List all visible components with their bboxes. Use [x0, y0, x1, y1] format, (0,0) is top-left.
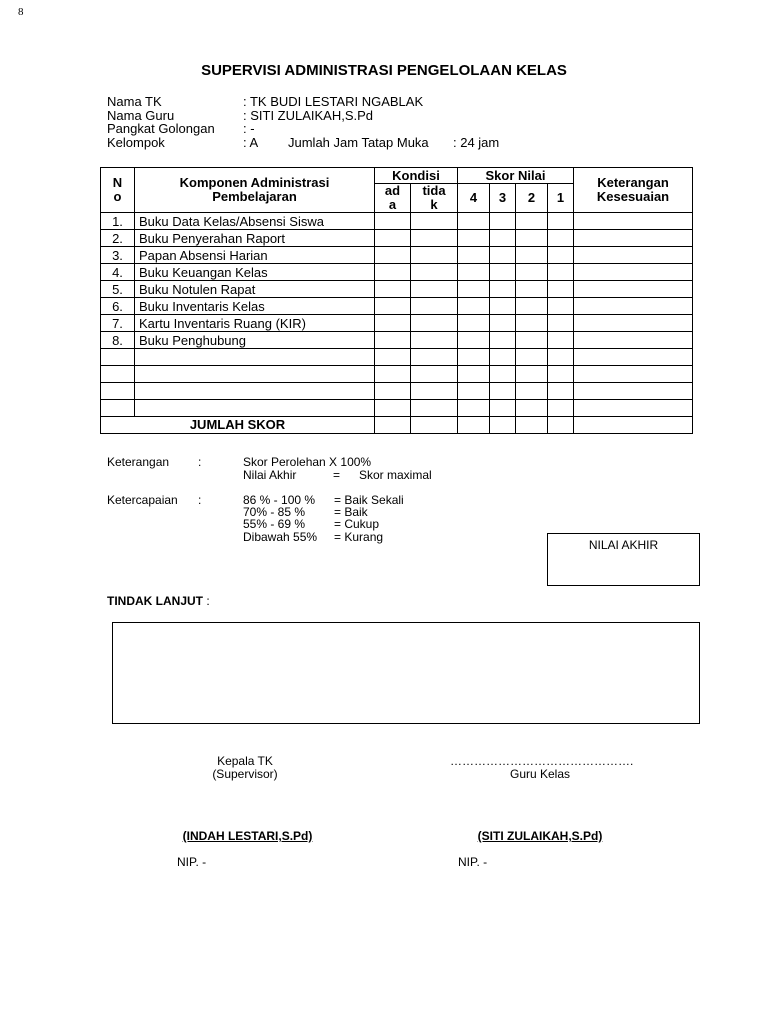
page-number: 8 — [18, 6, 24, 18]
row-komponen: Buku Keuangan Kelas — [135, 264, 375, 281]
supervision-table — [100, 167, 693, 434]
row-komponen: Buku Notulen Rapat — [135, 281, 375, 298]
tindak-lanjut-label: TINDAK LANJUT — [107, 594, 203, 608]
row-komponen: Kartu Inventaris Ruang (KIR) — [135, 315, 375, 332]
table-row-empty — [101, 383, 693, 400]
header-skor-4: 4 — [458, 184, 490, 213]
row-no: 1. — [101, 213, 135, 230]
header-keterangan: Keterangan Kesesuaian — [574, 168, 693, 213]
range-cukup: 55% - 69 % — [243, 517, 306, 531]
row-komponen: Buku Data Kelas/Absensi Siswa — [135, 213, 375, 230]
row-no: 3. — [101, 247, 135, 264]
info-row-pangkat — [107, 122, 255, 136]
row-no: 5. — [101, 281, 135, 298]
total-row — [101, 417, 693, 434]
nilai-akhir-label: NILAI AKHIR — [588, 538, 659, 552]
table-row — [101, 281, 693, 298]
tindak-lanjut-heading — [107, 594, 210, 608]
keterangan-colon: : — [198, 455, 202, 469]
table-row — [101, 230, 693, 247]
ketercapaian-colon: : — [198, 493, 202, 507]
keterangan-label: Keterangan — [107, 455, 170, 469]
table-row-empty — [101, 400, 693, 417]
table-row — [101, 298, 693, 315]
nama-tk-label: Nama TK — [107, 94, 162, 109]
jumlah-skor-label: JUMLAH SKOR — [101, 417, 375, 434]
header-skor-1: 1 — [548, 184, 574, 213]
table-header-row-1 — [101, 168, 693, 184]
row-komponen: Buku Penghubung — [135, 332, 375, 349]
kelompok-value: : A — [243, 135, 259, 150]
nama-guru-label: Nama Guru — [107, 108, 175, 123]
tindak-lanjut-box[interactable] — [112, 622, 700, 724]
row-komponen: Papan Absensi Harian — [135, 247, 375, 264]
table-row-empty — [101, 366, 693, 383]
row-no: 2. — [101, 230, 135, 247]
page-title: SUPERVISI ADMINISTRASI PENGELOLAAN KELAS — [201, 62, 567, 79]
row-no: 7. — [101, 315, 135, 332]
nilai-akhir-box — [547, 533, 700, 586]
ketercapaian-label: Ketercapaian — [107, 493, 178, 507]
header-skor-3: 3 — [490, 184, 516, 213]
row-no: 6. — [101, 298, 135, 315]
kepala-tk-title: Kepala TK — [217, 754, 273, 768]
info-row-nama-tk — [107, 95, 423, 109]
pangkat-label: Pangkat Golongan — [107, 121, 215, 136]
grade-cukup: = Cukup — [334, 517, 380, 531]
teacher-name: (SITI ZULAIKAH,S.Pd) — [477, 829, 603, 843]
range-kurang: Dibawah 55% — [243, 530, 318, 544]
table-row-empty — [101, 349, 693, 366]
supervisor-name: (INDAH LESTARI,S.Pd) — [182, 829, 313, 843]
pangkat-value: : - — [243, 121, 255, 136]
formula-nilai-akhir: Nilai Akhir — [243, 468, 297, 482]
header-komponen: Komponen Administrasi Pembelajaran — [135, 168, 375, 213]
formula-equals: = — [333, 468, 341, 482]
table-row — [101, 315, 693, 332]
formula-numerator: Skor Perolehan X 100% — [243, 455, 372, 469]
header-tidak: tida k — [411, 184, 458, 213]
row-no: 8. — [101, 332, 135, 349]
supervisor-nip: NIP. - — [177, 855, 207, 869]
signature-dots: ………………………………………. — [450, 754, 634, 768]
table-row — [101, 213, 693, 230]
nama-tk-value: : TK BUDI LESTARI NGABLAK — [243, 94, 424, 109]
header-ada: ad a — [375, 184, 411, 213]
range-baik: 70% - 85 % — [243, 505, 306, 519]
nama-guru-value: : SITI ZULAIKAH,S.Pd — [243, 108, 374, 123]
kelompok-label: Kelompok — [107, 135, 165, 150]
table-row — [101, 332, 693, 349]
guru-kelas-title: Guru Kelas — [509, 767, 571, 781]
grade-baik-sekali: = Baik Sekali — [334, 493, 404, 507]
jam-label: Jumlah Jam Tatap Muka — [288, 135, 429, 150]
range-baik-sekali: 86 % - 100 % — [243, 493, 316, 507]
teacher-nip: NIP. - — [458, 855, 488, 869]
header-no: N o — [101, 168, 135, 213]
formula-denominator: Skor maximal — [359, 468, 432, 482]
supervisor-subtitle: (Supervisor) — [212, 767, 278, 781]
tindak-lanjut-colon: : — [203, 594, 210, 608]
row-komponen: Buku Inventaris Kelas — [135, 298, 375, 315]
grade-baik: = Baik — [334, 505, 368, 519]
header-skor-2: 2 — [516, 184, 548, 213]
info-row-kelompok — [107, 136, 499, 150]
jam-value: : 24 jam — [453, 135, 500, 150]
header-kondisi: Kondisi — [375, 168, 458, 184]
table-row — [101, 264, 693, 281]
row-komponen: Buku Penyerahan Raport — [135, 230, 375, 247]
grade-kurang: = Kurang — [334, 530, 384, 544]
table-row — [101, 247, 693, 264]
header-skor-nilai: Skor Nilai — [458, 168, 574, 184]
row-no: 4. — [101, 264, 135, 281]
